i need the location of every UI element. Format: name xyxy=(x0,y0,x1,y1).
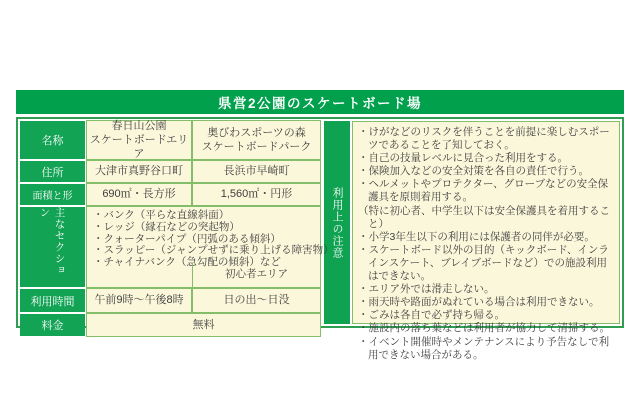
beginner-area-cell: 初心者エリア xyxy=(192,263,320,287)
park1-name-cell xyxy=(87,121,191,159)
list-item: ・小学3年生以下の利用には保護者の同伴が必要。 xyxy=(358,230,595,243)
table-body xyxy=(16,117,624,361)
list-item: ・チャイナバンク（急勾配の傾斜）など xyxy=(93,256,281,269)
park1-address: 大津市真野谷口町 xyxy=(87,161,191,182)
park1-name: 春日山公園 スケートボードエリア xyxy=(89,119,189,161)
fee-cell: 無料 xyxy=(87,314,320,336)
list-item: ・スケートボード以外の目的（キックボード、インラインスケート、ブレイブボードなど）での施設利用はできない。 xyxy=(358,243,609,283)
park2-address: 長浜市早崎町 xyxy=(193,161,320,182)
skatepark-table xyxy=(16,90,624,361)
sections-list xyxy=(93,210,334,269)
list-item: ・イベント開催時やメンテナンスにより予告なしで利用できない場合がある。 xyxy=(358,335,610,361)
list-item: ・保険加入などの安全対策を各自の責任で行う。 xyxy=(358,165,589,178)
row-label-address: 住所 xyxy=(20,161,85,182)
list-item: ・自己の技量レベルに見合った利用をする。 xyxy=(358,152,568,165)
row-label-sections-text: 主なセクション xyxy=(38,207,66,276)
list-item: ・雨天時や路面がぬれている場合は利用できない。 xyxy=(358,296,600,309)
table-title: 県営2公園のスケートボード場 xyxy=(16,90,624,114)
park2-name: 奥びわスポーツの森 スケートボードパーク xyxy=(201,126,312,153)
park1-area-shape: 690㎡・長方形 xyxy=(87,184,191,205)
sections-cell xyxy=(87,207,334,287)
row-label-area-shape: 面積と形 xyxy=(20,184,85,205)
usage-notes xyxy=(352,121,620,361)
row-label-name: 名称 xyxy=(20,121,85,159)
notes-strip-label: 利用上の注意 xyxy=(331,186,343,259)
list-item: ・エリア外では滑走しない。 xyxy=(358,283,495,296)
list-item: ・バンク（平らな直線斜面） xyxy=(93,209,230,221)
park2-name-cell xyxy=(193,121,320,159)
row-label-fee: 料金 xyxy=(20,314,85,336)
list-item: ・ごみは各自で必ず持ち帰る。 xyxy=(358,309,505,322)
park-comparison-grid xyxy=(18,119,334,332)
park2-area-shape: 1,560㎡・円形 xyxy=(193,184,320,205)
row-label-hours: 利用時間 xyxy=(20,289,85,312)
list-item: ・けがなどのリスクを伴うことを前提に楽しむスポーツであることを了知しておく。 xyxy=(358,126,610,152)
park1-hours: 午前9時〜午後8時 xyxy=(87,289,191,312)
list-item: ・スラッピー（ジャンプせずに乗り上げる障害物） xyxy=(93,244,334,257)
list-item: ・施設内の落ち葉などは利用者が協力して清掃する。 xyxy=(358,322,610,335)
list-item: ・レッジ（縁石などの突起物） xyxy=(93,220,240,233)
list-item: ・クォーターパイプ（円弧のある傾斜） xyxy=(93,232,281,245)
row-label-sections xyxy=(20,207,85,287)
list-item: ・ヘルメットやプロテクター、グローブなどの安全保護具を原則着用する。 xyxy=(358,178,609,204)
list-item: （特に初心者、中学生以下は安全保護具を着用すること） xyxy=(358,204,610,230)
park2-hours: 日の出〜日没 xyxy=(193,289,320,312)
